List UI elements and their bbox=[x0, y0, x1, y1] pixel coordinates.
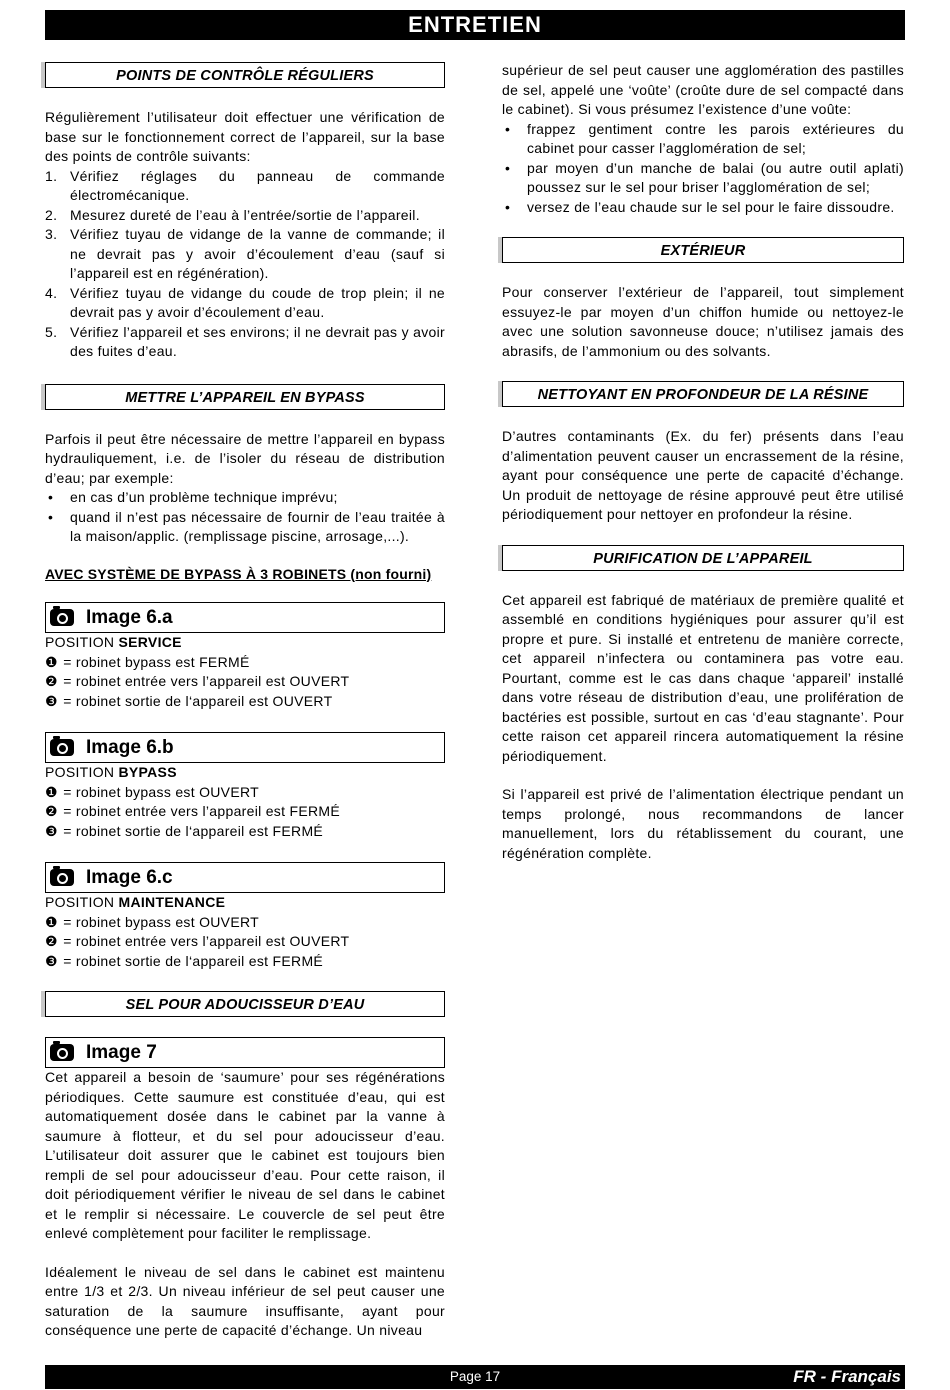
camera-icon bbox=[50, 869, 74, 886]
section-heading-purification: PURIFICATION DE L’APPAREIL bbox=[502, 545, 904, 571]
image-box-6b bbox=[45, 732, 445, 763]
image-6c-line-1: ❶ = robinet bypass est OUVERT bbox=[45, 913, 259, 930]
image-6a-line-1: ❶ = robinet bypass est FERMÉ bbox=[45, 653, 250, 670]
list-item: 5. Vérifiez l’appareil et ses environs; il ne devrait pas y avoir des fuites d’eau. bbox=[45, 323, 445, 359]
image-6c-position: POSITION MAINTENANCE bbox=[45, 894, 226, 910]
image-6b-position: POSITION BYPASS bbox=[45, 764, 177, 780]
section-heading-bypass: METTRE L’APPAREIL EN BYPASS bbox=[45, 384, 445, 410]
purification-paragraph-1: Cet appareil est fabriqué de matériaux de première qualité et assemblé en conditions hygiéniques pour assurer qu’il est propre et pure. Si installé et entretenu de manière correcte, cet appareil n’infectera ou contaminera pas votre eau. Pourtant, comme est le cas dans chaque ‘appareil’ installé dans votre réseau de distribution d’eau, une prolifération de bactéries est possible, surtout en cas ‘d’eau stagnante’. Pour cette raison cet appareil rincera automatiquement la résine périodiquement. bbox=[502, 591, 904, 764]
image-7-title: Image 7 bbox=[86, 1042, 157, 1063]
section-heading-points-controle: POINTS DE CONTRÔLE RÉGULIERS bbox=[45, 62, 445, 88]
page-footer bbox=[45, 1365, 905, 1389]
image-6a-title: Image 6.a bbox=[86, 607, 173, 628]
list-item: • frappez gentiment contre les parois extérieures du cabinet pour casser l’agglomération de sel; bbox=[502, 120, 904, 159]
page-number: Page 17 bbox=[449, 1369, 501, 1384]
left-column bbox=[45, 60, 445, 1341]
sel-paragraph-2: Idéalement le niveau de sel dans le cabinet est maintenu entre 1/3 et 2/3. Un niveau inférieur de sel peut causer une saturation de la saumure insuffisante, ayant pour conséquence une perte de capacité d’échange. Un niveau bbox=[45, 1263, 445, 1338]
list-item: 4. Vérifiez tuyau de vidange du coude de trop plein; il ne devrait pas y avoir d’écoulement d’eau. bbox=[45, 284, 445, 320]
language-label: FR - Français bbox=[793, 1367, 901, 1386]
image-6c-line-3: ❸ = robinet sortie de l‘appareil est FERMÉ bbox=[45, 952, 324, 969]
right-column bbox=[502, 61, 904, 863]
camera-icon bbox=[50, 1044, 74, 1061]
section-heading-sel: SEL POUR ADOUCISSEUR D’EAU bbox=[45, 991, 445, 1017]
section-heading-resine: NETTOYANT EN PROFONDEUR DE LA RÉSINE bbox=[502, 381, 904, 407]
list-item: 3. Vérifiez tuyau de vidange de la vanne de commande; il ne devrait pas y avoir d’écoulement d’eau (sauf si l’appareil est en régénération). bbox=[45, 226, 445, 281]
points-controle-list bbox=[45, 167, 445, 362]
image-box-7 bbox=[45, 1037, 445, 1068]
exterieur-paragraph: Pour conserver l’extérieur de l’appareil, tout simplement essuyez-le par moyen d’un chiffon humide ou nettoyez-le avec une solution savonneuse douce; n’utilisez jamais des abrasifs, de l’ammonium ou des solvants. bbox=[502, 284, 904, 359]
image-6b-title: Image 6.b bbox=[86, 737, 174, 758]
voute-bullets bbox=[502, 120, 904, 218]
camera-icon bbox=[50, 609, 74, 626]
image-6b-line-1: ❶ = robinet bypass est OUVERT bbox=[45, 783, 259, 800]
bypass-intro: Parfois il peut être nécessaire de mettre l’appareil en bypass hydrauliquement, i.e. de l’isoler du réseau de distribution d’eau; par exemple: bbox=[45, 430, 445, 486]
points-controle-intro: Régulièrement l’utilisateur doit effectuer une vérification de base sur le fonctionnement correct de l’appareil, sur la base des points de contrôle suivants: bbox=[45, 109, 445, 164]
bypass-subheading: AVEC SYSTÈME DE BYPASS À 3 ROBINETS (non fourni) bbox=[45, 565, 432, 582]
image-6a-position: POSITION SERVICE bbox=[45, 634, 182, 650]
section-heading-exterieur: EXTÉRIEUR bbox=[502, 237, 904, 263]
image-6b-line-2: ❷ = robinet entrée vers l’appareil est FERMÉ bbox=[45, 803, 340, 819]
list-item: • versez de l’eau chaude sur le sel pour le faire dissoudre. bbox=[502, 198, 904, 218]
voute-paragraph: supérieur de sel peut causer une agglomération des pastilles de sel, appelé une ‘voûte’ (croûte dure de sel compacté dans le cabinet). Si vous présumez l’existence d’une voûte: bbox=[502, 62, 904, 117]
resine-paragraph: D’autres contaminants (Ex. du fer) présents dans l’eau d’alimentation peuvent causer un encrassement de la résine, ayant pour conséquence une perte de capacité d’échange. Un produit de nettoyage de résine approuvé peut être utilisé périodiquement pour nettoyer en profondeur la résine. bbox=[502, 428, 904, 522]
list-item: • quand il n’est pas nécessaire de fournir de l’eau traitée à la maison/applic. (remplissage piscine, arrosage,...). bbox=[45, 508, 445, 547]
camera-icon bbox=[50, 739, 74, 756]
bypass-bullets bbox=[45, 488, 445, 547]
image-box-6a bbox=[45, 602, 445, 633]
image-box-6c bbox=[45, 862, 445, 893]
list-item: 2. Mesurez dureté de l’eau à l’entrée/sortie de l’appareil. bbox=[45, 206, 420, 223]
sel-paragraph-1: Cet appareil a besoin de ‘saumure’ pour ses régénérations périodiques. Cette saumure est constituée d’eau, qui est automatiquement dosée dans le cabinet par la vanne à saumure à flotteur, et du sel pour adoucisseur d’eau. L’utilisateur doit assurer que le cabinet est toujours bien rempli de sel pour adoucisseur d’eau. Pour cette raison, il doit périodiquement vérifier le niveau de sel dans le cabinet et le remplir si nécessaire. Le couvercle de sel peut être enlevé complètement pour faciliter le remplissage. bbox=[45, 1069, 445, 1241]
image-6a-line-2: ❷ = robinet entrée vers l’appareil est OUVERT bbox=[45, 673, 350, 689]
image-6c-title: Image 6.c bbox=[86, 867, 173, 888]
list-item: • en cas d’un problème technique imprévu; bbox=[45, 488, 445, 508]
list-item: • par moyen d’un manche de balai (ou autre outil aplati) poussez sur le sel pour briser l’agglomération de sel; bbox=[502, 159, 904, 198]
list-item: 1. Vérifiez réglages du panneau de commande électromécanique. bbox=[45, 167, 445, 203]
image-6c-line-2: ❷ = robinet entrée vers l’appareil est OUVERT bbox=[45, 933, 350, 949]
image-6a-line-3: ❸ = robinet sortie de l‘appareil est OUVERT bbox=[45, 692, 333, 709]
page-header-title: ENTRETIEN bbox=[45, 10, 905, 40]
image-6b-line-3: ❸ = robinet sortie de l‘appareil est FERMÉ bbox=[45, 822, 324, 839]
purification-paragraph-2: Si l’appareil est privé de l’alimentation électrique pendant un temps prolongé, nous recommandons de lancer manuellement, lors du rétablissement du courant, une régénération complète. bbox=[502, 786, 904, 861]
